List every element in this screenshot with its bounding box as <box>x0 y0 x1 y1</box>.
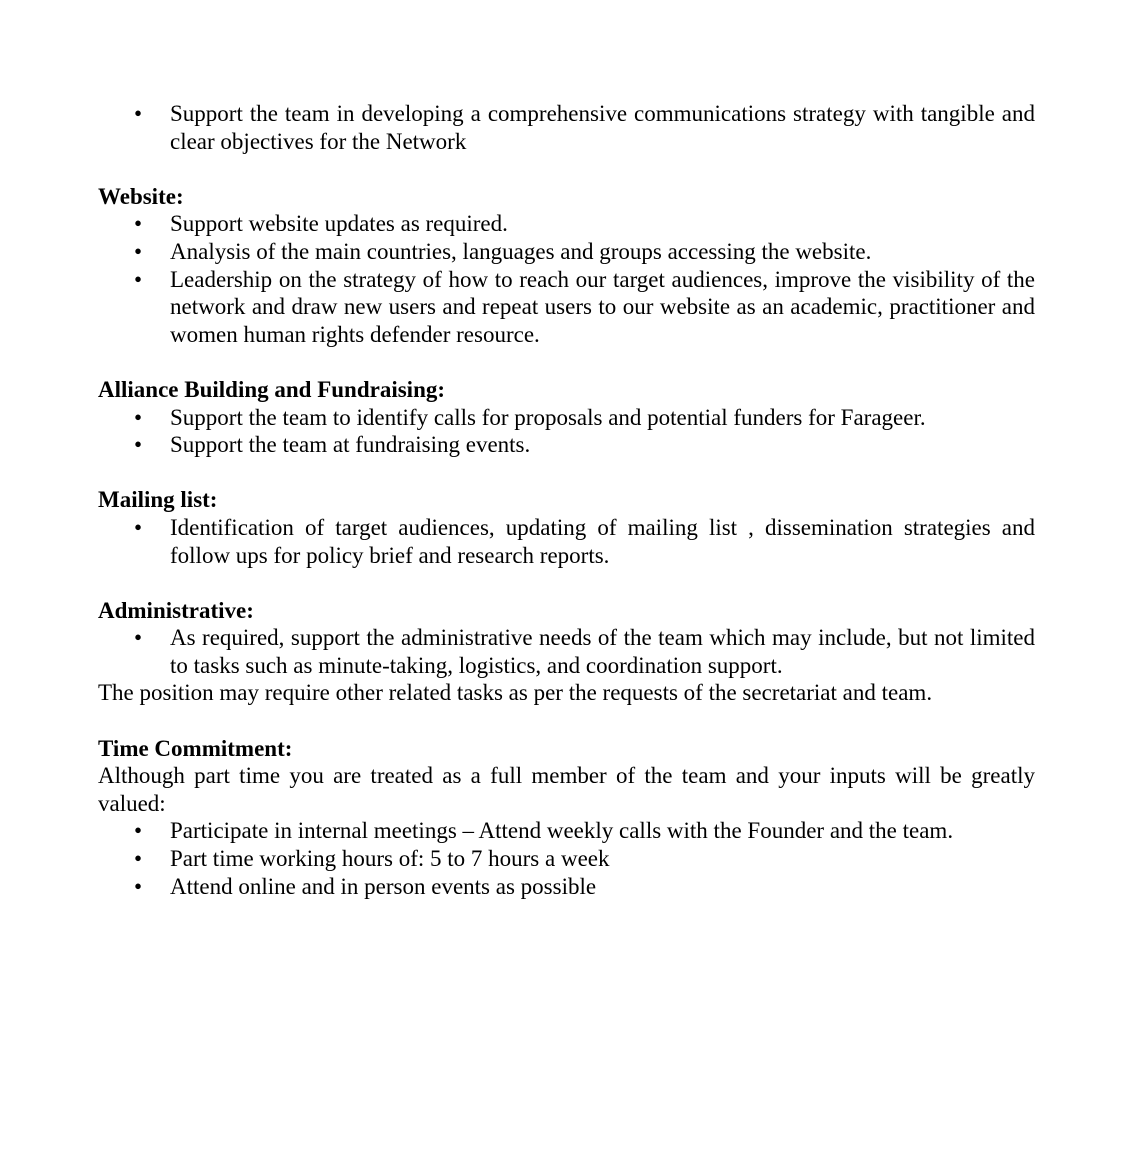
list-item-text: As required, support the administrative needs of the team which may include, but not limited to tasks such as minute-taking, logistics, and coordination support. <box>170 625 1035 678</box>
intro-list <box>98 100 1035 155</box>
list-item <box>98 266 1035 349</box>
list-item-text: Leadership on the strategy of how to reach our target audiences, improve the visibility of the network and draw new users and repeat users to our website as an academic, practitioner and women human rights defender resource. <box>170 266 1035 347</box>
list-item-text: Support the team at fundraising events. <box>170 432 531 458</box>
alliance-list <box>98 404 1035 459</box>
bullet-icon: • <box>134 818 143 844</box>
list-item <box>98 238 1035 266</box>
bullet-icon: • <box>134 266 143 292</box>
section-heading-alliance: Alliance Building and Fundraising: <box>98 376 446 402</box>
list-item <box>98 624 1035 679</box>
section-heading-time-commitment: Time Commitment: <box>98 735 293 761</box>
bullet-icon: • <box>134 846 143 872</box>
list-item-text: Analysis of the main countries, languages and groups accessing the website. <box>170 238 872 264</box>
list-item-text: Support the team in developing a comprehensive communications strategy with tangible and clear objectives for the Network <box>170 101 1035 154</box>
administrative-list <box>98 624 1035 679</box>
document-page <box>98 100 1035 900</box>
bullet-icon: • <box>134 432 143 458</box>
list-item <box>98 404 1035 432</box>
time-commitment-list <box>98 817 1035 900</box>
list-item-text: Support website updates as required. <box>170 211 508 237</box>
bullet-icon: • <box>134 101 143 126</box>
bullet-icon: • <box>134 404 143 430</box>
section-heading-website: Website: <box>98 183 184 209</box>
list-item-text: Participate in internal meetings – Attend weekly calls with the Founder and the team. <box>170 818 954 844</box>
list-item-text: Attend online and in person events as possible <box>170 873 597 899</box>
administrative-note: The position may require other related tasks as per the requests of the secretariat and team. <box>98 680 933 706</box>
list-item-text: Support the team to identify calls for proposals and potential funders for Farageer. <box>170 404 926 430</box>
bullet-icon: • <box>134 625 143 651</box>
bullet-icon: • <box>134 514 143 540</box>
list-item-text: Identification of target audiences, updating of mailing list , dissemination strategies and follow ups for policy brief and research reports. <box>170 514 1035 568</box>
bullet-icon: • <box>134 873 143 899</box>
mailing-list <box>98 514 1035 569</box>
time-commitment-intro: Although part time you are treated as a full member of the team and your inputs will be greatly valued: <box>98 763 1035 816</box>
list-item <box>98 100 1035 155</box>
list-item <box>98 431 1035 459</box>
list-item <box>98 873 1035 901</box>
list-item-text: Part time working hours of: 5 to 7 hours a week <box>170 846 610 872</box>
section-heading-administrative: Administrative: <box>98 597 254 623</box>
website-list <box>98 210 1035 348</box>
list-item <box>98 817 1035 845</box>
list-item <box>98 210 1035 238</box>
bullet-icon: • <box>134 211 143 237</box>
section-heading-mailing: Mailing list: <box>98 487 218 513</box>
bullet-icon: • <box>134 238 143 264</box>
list-item <box>98 845 1035 873</box>
list-item <box>98 514 1035 569</box>
